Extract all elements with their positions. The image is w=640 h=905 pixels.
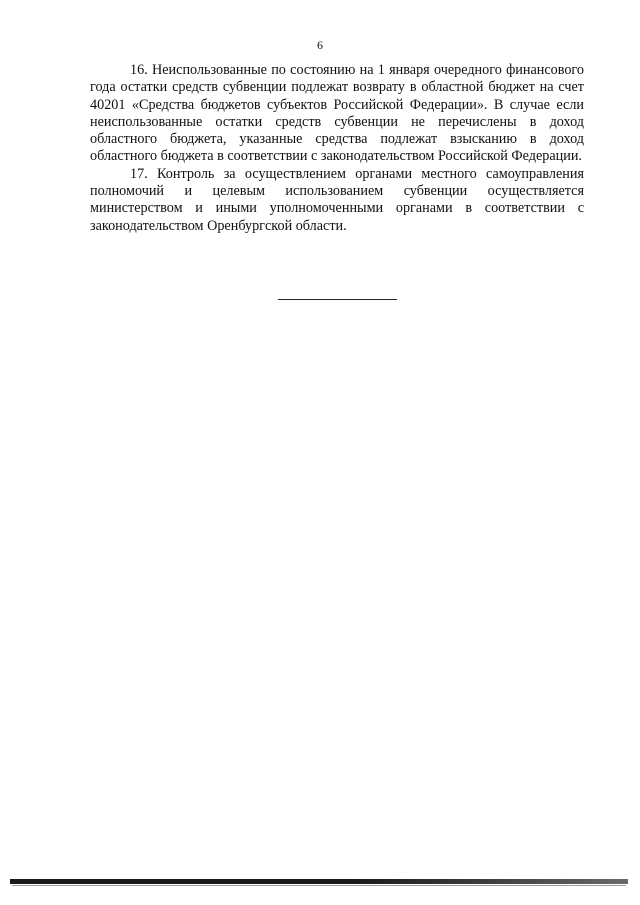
page-number: 6	[317, 38, 323, 52]
scan-edge-bar	[10, 879, 628, 884]
paragraph-17: 17. Контроль за осуществлением органами местного самоуправления полномочий и целевым использованием субвенции осуществляется министерством и иными уполномоченными органами в соответствии с законодательством Оренбургской области.	[90, 165, 584, 234]
document-body	[90, 62, 584, 235]
scan-edge-line	[12, 885, 626, 886]
end-separator-line	[278, 299, 397, 300]
paragraph-16: 16. Неиспользованные по состоянию на 1 января очередного финансового года остатки средств субвенции подлежат возврату в областной бюджет на счет 40201 «Средства бюджетов субъектов Российской Федерации». В случае если неиспользованные остатки средств субвенции не перечислены в доход областного бюджета, указанные средства подлежат взысканию в доход областного бюджета в соответствии с законодательством Российской Федерации.	[90, 62, 584, 165]
